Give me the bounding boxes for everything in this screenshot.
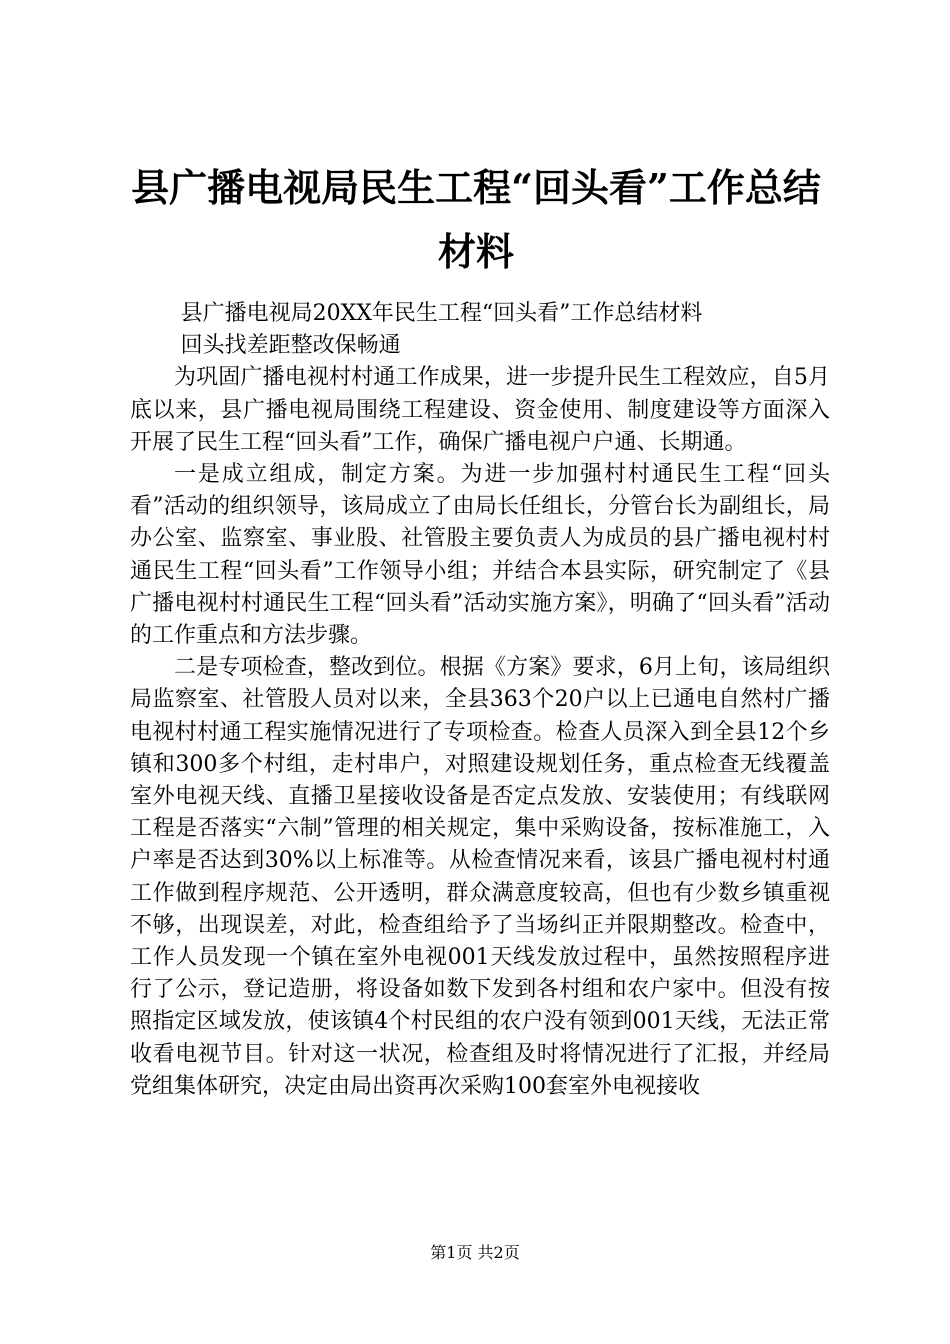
paragraph-intro: 为巩固广播电视村村通工作成果，进一步提升民生工程效应，自5月底以来，县广播电视局围绕工程建设、资金使用、制度建设等方面深入开展了民生工程“回头看”工作，确保广播电视户户通、长期通。: [130, 365, 830, 455]
page-number-footer: 第1页 共2页: [430, 1243, 520, 1262]
paragraph-one: 一是成立组成，制定方案。为进一步加强村村通民生工程“回头看”活动的组织领导，该局成立了由局长任组长，分管台长为副组长，局办公室、监察室、事业股、社管股主要负责人为成员的县广播电视村村通民生工程“回头看”工作领导小组；并结合本县实际，研究制定了《县广播电视村村通民生工程“回头看”活动实施方案》，明确了“回头看”活动的工作重点和方法步骤。: [130, 462, 830, 649]
document-subtitle: 县广播电视局20XX年民生工程“回头看”工作总结材料: [180, 301, 703, 326]
document-title: 县广播电视局民生工程“回头看”工作总结材料: [131, 165, 821, 274]
paragraph-two: 二是专项检查，整改到位。根据《方案》要求，6月上旬，该局组织局监察室、社管股人员对以来，全县363个20户以上已通电自然村广播电视村村通工程实施情况进行了专项检查。检查人员深入到全县12个乡镇和300多个村组，走村串户，对照建设规划任务，重点检查无线覆盖室外电视天线、直播卫星接收设备是否定点发放、安装使用；有线联网工程是否落实“六制”管理的相关规定，集中采购设备，按标准施工，入户率是否达到30%以上标准等。从检查情况来看，该县广播电视村村通工作做到程序规范、公开透明，群众满意度较高，但也有少数乡镇重视不够，出现误差，对此，检查组给予了当场纠正并限期整改。检查中，工作人员发现一个镇在室外电视001天线发放过程中，虽然按照程序进行了公示，登记造册，将设备如数下发到各村组和农户家中。但没有按照指定区域发放，使该镇4个村民组的农户没有领到001天线，无法正常收看电视节目。针对这一状况，检查组及时将情况进行了汇报，并经局党组集体研究，决定由局出资再次采购100套室外电视接收: [130, 655, 830, 1099]
document-body: [130, 298, 830, 1103]
section-heading: 回头找差距整改保畅通: [180, 333, 401, 359]
